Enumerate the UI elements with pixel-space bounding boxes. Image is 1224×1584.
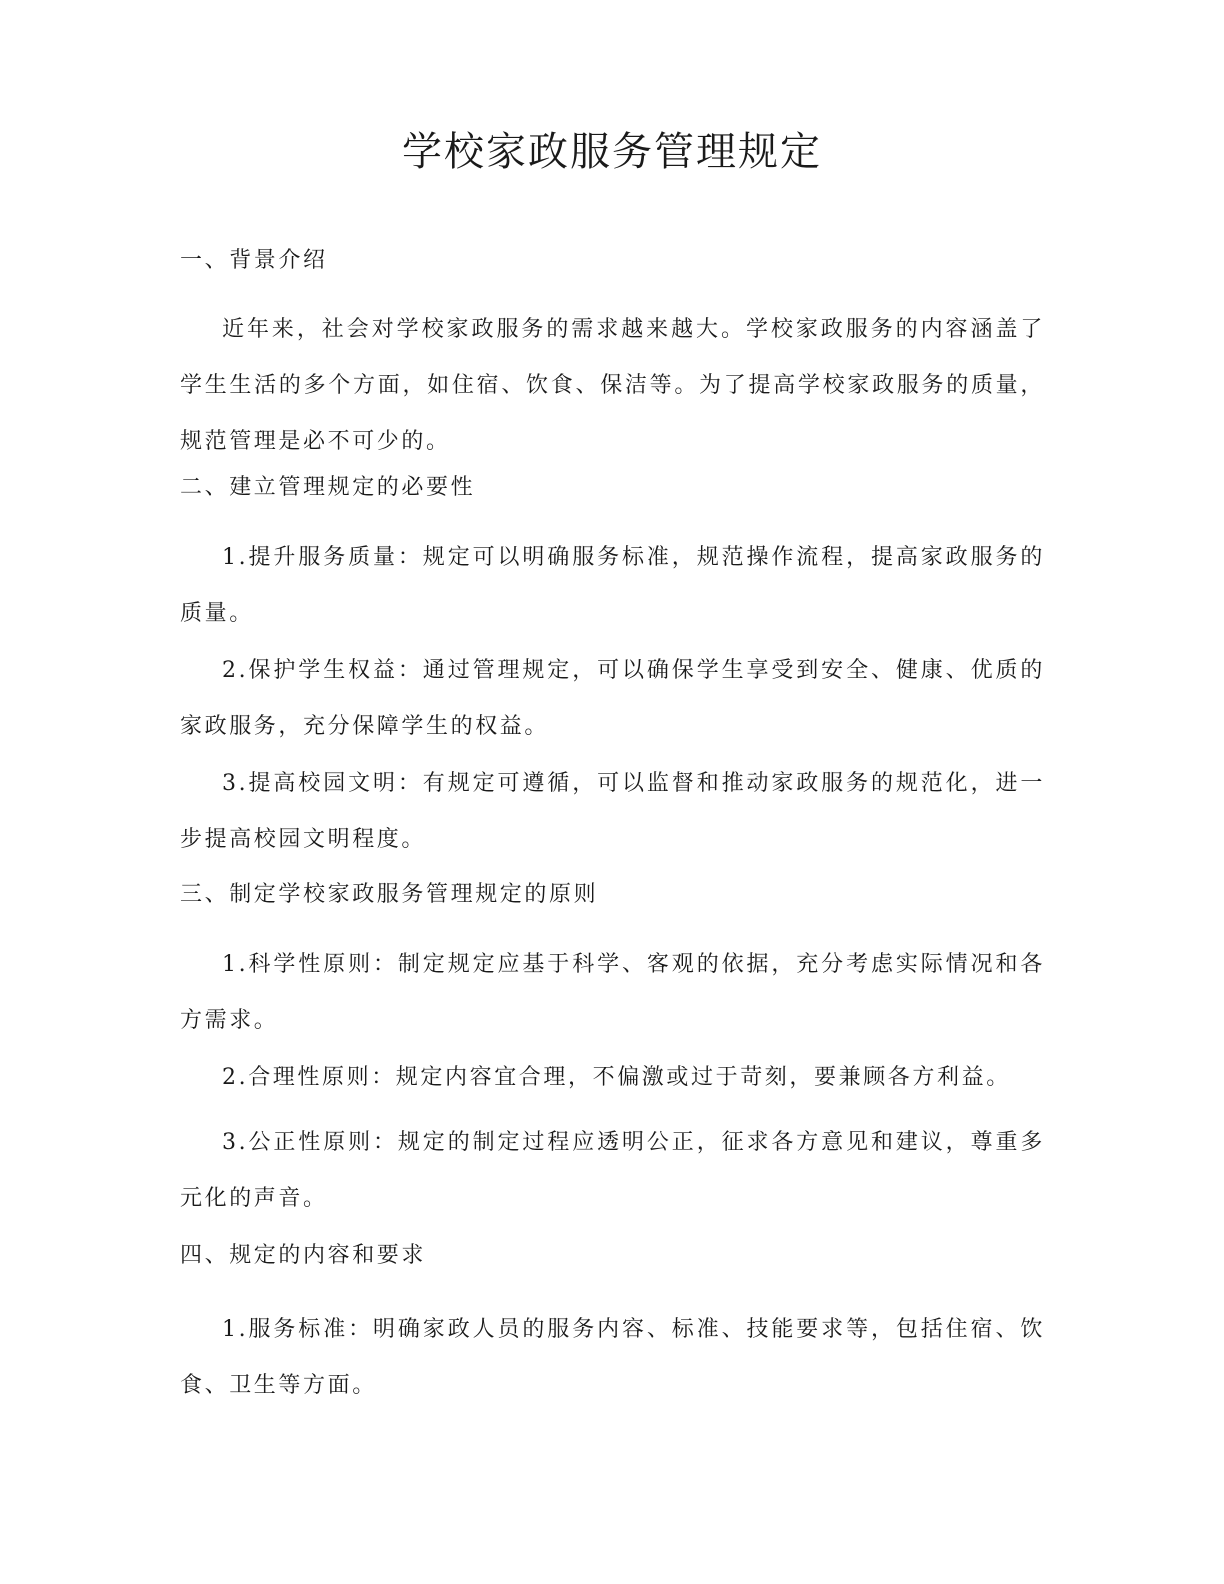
document-title: 学校家政服务管理规定 <box>402 129 822 175</box>
paragraph-background: 近年来，社会对学校家政服务的需求越来越大。学校家政服务的内容涵盖了学生生活的多个方面，如住宿、饮食、保洁等。为了提高学校家政服务的质量，规范管理是必不可少的。 <box>180 317 1045 454</box>
section-heading-principles: 三、制定学校家政服务管理规定的原则 <box>180 882 599 907</box>
paragraph-necessity-3: 3.提高校园文明：有规定可遵循，可以监督和推动家政服务的规范化，进一步提高校园文明程度。 <box>180 771 1045 852</box>
paragraph-necessity-1: 1.提升服务质量：规定可以明确服务标准，规范操作流程，提高家政服务的质量。 <box>180 545 1045 626</box>
paragraph-necessity-2: 2.保护学生权益：通过管理规定，可以确保学生享受到安全、健康、优质的家政服务，充分保障学生的权益。 <box>180 658 1045 739</box>
section-heading-necessity: 二、建立管理规定的必要性 <box>180 475 476 500</box>
paragraph-principle-2: 2.合理性原则：规定内容宜合理，不偏激或过于苛刻，要兼顾各方利益。 <box>222 1065 1011 1090</box>
paragraph-principle-1: 1.科学性原则：制定规定应基于科学、客观的依据，充分考虑实际情况和各方需求。 <box>180 952 1045 1033</box>
section-heading-content: 四、规定的内容和要求 <box>180 1243 427 1268</box>
paragraph-principle-3: 3.公正性原则：规定的制定过程应透明公正，征求各方意见和建议，尊重多元化的声音。 <box>180 1130 1045 1211</box>
paragraph-content-1: 1.服务标准：明确家政人员的服务内容、标准、技能要求等，包括住宿、饮食、卫生等方面。 <box>180 1317 1045 1398</box>
section-heading-background: 一、背景介绍 <box>180 248 328 273</box>
